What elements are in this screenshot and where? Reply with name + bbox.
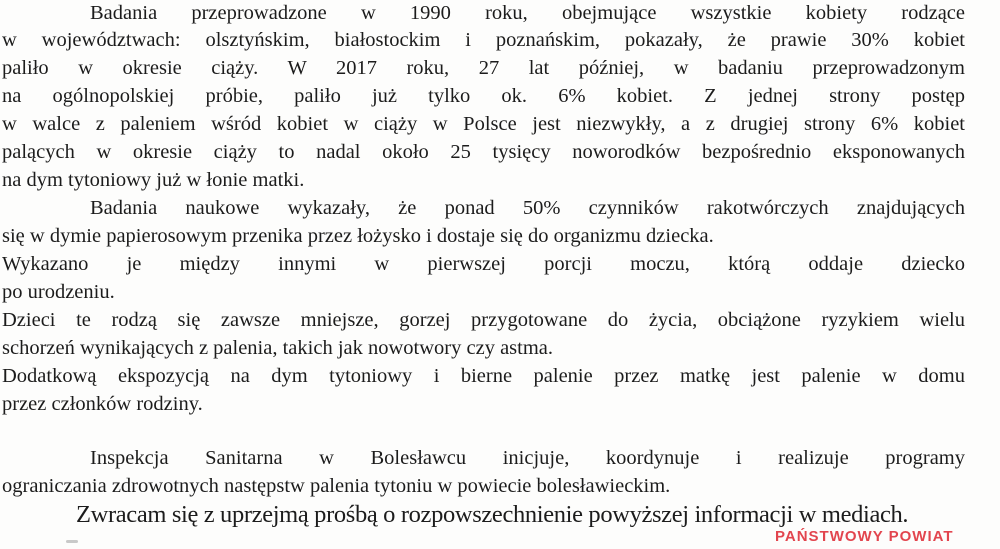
- text-line: po urodzeniu.: [2, 281, 115, 303]
- closing-request-line: Zwracam się z uprzejmą prośbą o rozpowszechnienie powyższej informacji w mediach.: [76, 501, 909, 528]
- official-stamp: PAŃSTWOWY POWIAT: [775, 528, 954, 545]
- text-line: Badania naukowe wykazały, że ponad 50% czynników rakotwórczych znajdujących: [90, 197, 965, 219]
- text-line: Wykazano je między innymi w pierwszej porcji moczu, którą oddaje dziecko: [2, 253, 965, 275]
- scan-mark: [66, 540, 78, 543]
- text-line: w województwach: olsztyńskim, białostockim i poznańskim, pokazały, że prawie 30% kobiet: [2, 29, 965, 51]
- text-line: schorzeń wynikających z palenia, takich jak nowotwory czy astma.: [2, 337, 554, 359]
- text-line: na dym tytoniowy już w łonie matki.: [2, 169, 305, 191]
- text-line: Badania przeprowadzone w 1990 roku, obejmujące wszystkie kobiety rodzące: [90, 2, 965, 24]
- text-line: przez członków rodziny.: [2, 393, 203, 415]
- text-line: Dzieci te rodzą się zawsze mniejsze, gorzej przygotowane do życia, obciążone ryzykiem wielu: [2, 309, 965, 331]
- text-line: się w dymie papierosowym przenika przez łożysko i dostaje się do organizmu dziecka.: [2, 225, 714, 247]
- text-line: Dodatkową ekspozycją na dym tytoniowy i bierne palenie przez matkę jest palenie w domu: [2, 365, 965, 387]
- text-line: ograniczania zdrowotnych następstw palenia tytoniu w powiecie bolesławieckim.: [2, 475, 671, 497]
- text-line: paliło w okresie ciąży. W 2017 roku, 27 lat później, w badaniu przeprowadzonym: [2, 57, 965, 79]
- text-line: na ogólnopolskiej próbie, paliło już tylko ok. 6% kobiet. Z jednej strony postęp: [2, 85, 965, 107]
- text-line: palących w okresie ciąży to nadal około 25 tysięcy noworodków bezpośrednio eksponowanych: [2, 141, 965, 163]
- text-line: w walce z paleniem wśród kobiet w ciąży w Polsce jest niezwykły, a z drugiej strony 6% kobiet: [2, 113, 965, 135]
- text-line: Inspekcja Sanitarna w Bolesławcu inicjuje, koordynuje i realizuje programy: [90, 447, 965, 469]
